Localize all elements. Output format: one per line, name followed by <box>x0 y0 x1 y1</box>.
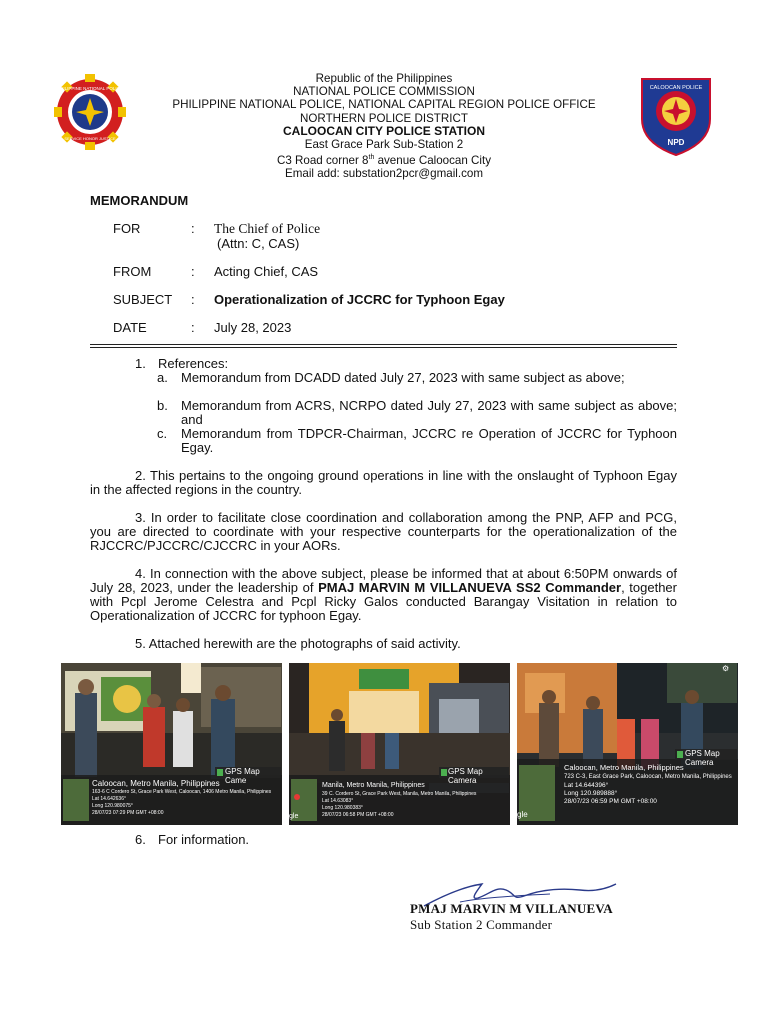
divider <box>90 344 677 345</box>
activity-photo-2 <box>289 663 510 825</box>
activity-photo-3 <box>517 663 738 825</box>
from-label: FROM <box>113 264 152 279</box>
letterhead-line-2: NATIONAL POLICE COMMISSION <box>293 85 475 99</box>
colon: : <box>191 292 195 307</box>
subject-value: Operationalization of JCCRC for Typhoon Egay <box>214 292 505 307</box>
google-mark: gle <box>517 810 528 819</box>
gps-badge: GPS Map Camera <box>448 767 483 785</box>
signatory-name: PMAJ MARVIN M VILLANUEVA <box>410 901 613 916</box>
para-6-number: 6. <box>135 832 146 847</box>
para-2: 2. This pertains to the ongoing ground operations in line with the onslaught of Typhoon Egay in the affected regions in the country. <box>90 468 677 497</box>
commander-name: PMAJ MARVIN M VILLANUEVA SS2 Commander <box>318 580 622 595</box>
para-1-number: 1. <box>135 356 146 371</box>
for-attn: (Attn: C, CAS) <box>217 236 300 251</box>
letterhead-line-3: PHILIPPINE NATIONAL POLICE, NATIONAL CAPITAL REGION POLICE OFFICE <box>172 98 596 112</box>
letterhead-station: CALOOCAN CITY POLICE STATION <box>282 123 485 138</box>
para-5: 5. Attached herewith are the photographs of said activity. <box>135 636 461 651</box>
gps-caption: Caloocan, Metro Manila, Philippines 163-6 C Cordero St, Grace Park West, Caloocan, 1406 Metro Manila, Philippines Lat 14.642636° Long 120.980075° 28/07/23 07:29 PM GMT +08:00 <box>92 779 272 816</box>
date-label: DATE <box>113 320 147 335</box>
subject-label: SUBJECT <box>113 292 173 307</box>
signatory-title: Sub Station 2 Commander <box>410 917 553 932</box>
gps-badge: GPS Map Came <box>225 767 260 785</box>
colon: : <box>191 264 195 279</box>
caloocan-police-logo <box>638 73 714 157</box>
gps-caption: Caloocan, Metro Manila, Philippines 723 C-3, East Grace Park, Caloocan, Metro Manila, Philippines Lat 14.644396° Long 120.989888° 28/07/23 06:59 PM GMT +08:00 <box>564 763 732 805</box>
activity-photo-1 <box>61 663 282 825</box>
letterhead-line-4: NORTHERN POLICE DISTRICT <box>300 111 468 125</box>
from-value: Acting Chief, CAS <box>214 264 319 279</box>
memo-title: MEMORANDUM <box>90 193 189 208</box>
letterhead-address: C3 Road corner 8th avenue Caloocan City <box>276 154 491 168</box>
divider <box>90 347 677 348</box>
colon: : <box>191 221 195 236</box>
letterhead <box>150 72 618 180</box>
para-4: 4. In connection with the above subject, please be informed that at about 6:50PM onwards of July 28, 2023, under the leadership of PMAJ MARVIN M VILLANUEVA SS2 Commander, together with Pcpl Jerome Celestra and Pcpl Ricky Galos conducted Barangay Visitation in relation to Operationalization of JCCRC for typhoon Egay. <box>90 566 677 623</box>
google-mark: gle <box>289 813 299 820</box>
letterhead-email: Email add: substation2pcr@gmail.com <box>285 167 483 181</box>
npd-logo-text: NPD <box>667 138 685 147</box>
for-label: FOR <box>113 221 141 236</box>
letterhead-substation: East Grace Park Sub-Station 2 <box>304 138 464 152</box>
letterhead-line-1: Republic of the Philippines <box>315 72 453 85</box>
for-value: The Chief of Police <box>214 221 321 236</box>
pnp-logo-text: PHILIPPINE NATIONAL POLICE <box>57 86 123 91</box>
date-value: July 28, 2023 <box>214 320 292 335</box>
gps-badge: GPS Map Camera <box>685 749 720 767</box>
para-1-text: References: <box>158 356 229 371</box>
pnp-logo-motto: SERVICE HONOR JUSTICE <box>64 136 116 141</box>
colon: : <box>191 320 195 335</box>
para-6-text: For information. <box>158 832 250 847</box>
caloocan-logo-text: CALOOCAN POLICE <box>649 85 703 91</box>
para-3: 3. In order to facilitate close coordination and collaboration among the PNP, AFP and PCG, you are directed to coordinate with your respective counterparts for the operationalization of the RJCCRC/PJCCRC/CJCCRC in your AORs. <box>90 510 677 553</box>
pnp-logo <box>52 70 128 154</box>
gps-caption: Manila, Metro Manila, Philippines 39 C. Cordero St, Grace Park West, Manila, Metro Manila, Philippines Lat 14.63083° Long 120.980383° 28/07/23 06:58 PM GMT +08:00 <box>322 782 477 818</box>
svg-text:⚙: ⚙ <box>722 664 730 673</box>
